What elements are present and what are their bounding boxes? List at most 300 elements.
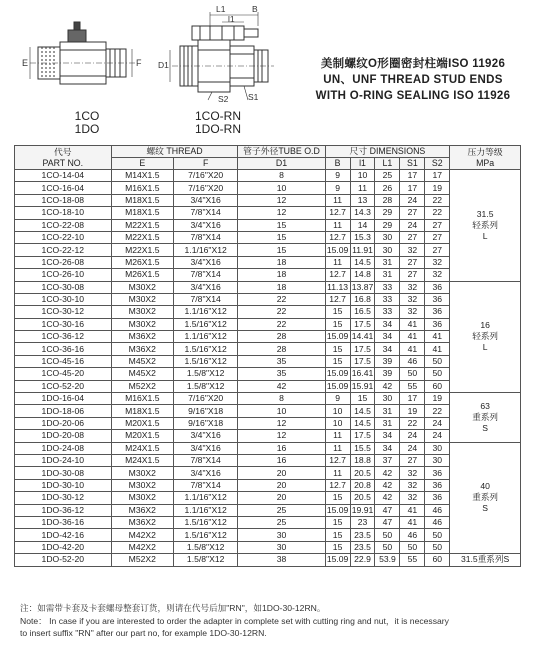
- pressure-line: 63: [480, 400, 490, 411]
- cell-dim-l1: 42: [375, 380, 400, 392]
- cell-tube-od-d1: 38: [238, 554, 325, 566]
- cell-dim-s2: 19: [425, 182, 450, 194]
- cell-dim-s2: 32: [425, 269, 450, 281]
- cell-part-no: 1CO-30-16: [15, 318, 112, 330]
- cell-dim-l1: 31: [375, 405, 400, 417]
- pressure-line: 31.5: [476, 208, 494, 219]
- cell-tube-od-d1: 20: [238, 479, 325, 491]
- cell-dim-s1: 41: [400, 331, 425, 343]
- cell-dim-l1-small: 17.5: [350, 318, 375, 330]
- stud-end-rn-drawing: [170, 12, 274, 100]
- cell-dim-b: 11.13: [325, 281, 350, 293]
- pressure-line: 31.5重系列S: [460, 554, 510, 565]
- cell-thread-f: 3/4"X16: [173, 430, 237, 442]
- pressure-line: L: [482, 342, 488, 353]
- dim-e-label: E: [22, 58, 29, 68]
- cell-dim-s2: 30: [425, 454, 450, 466]
- table-row: [15, 293, 521, 305]
- cell-dim-l1-small: 22.9: [350, 554, 375, 566]
- table-row: [15, 504, 521, 516]
- cell-thread-e: M30X2: [111, 492, 173, 504]
- cell-tube-od-d1: 35: [238, 368, 325, 380]
- header-dimensions: 尺寸 DIMENSIONS: [325, 146, 450, 158]
- cell-thread-e: M22X1.5: [111, 244, 173, 256]
- cell-dim-s2: 50: [425, 541, 450, 553]
- cell-dim-l1-small: 14: [350, 219, 375, 231]
- pressure-line: 轻系列: [472, 331, 499, 342]
- cell-dim-l1-small: 17.5: [350, 343, 375, 355]
- drawing2-models: [186, 110, 250, 136]
- dim-s1-label: S1: [248, 92, 259, 102]
- cell-thread-f: 3/4"X16: [173, 467, 237, 479]
- pressure-line: S: [482, 503, 488, 514]
- cell-tube-od-d1: 20: [238, 492, 325, 504]
- cell-pressure-class: [450, 281, 521, 393]
- cell-dim-s1: 32: [400, 306, 425, 318]
- cell-dim-b: 15.09: [326, 331, 349, 342]
- cell-dim-l1: 30: [375, 244, 400, 256]
- cell-dim-b: 12.7: [325, 479, 350, 491]
- cell-dim-l1: 31: [375, 269, 400, 281]
- table-row: [15, 269, 521, 281]
- header-thread: 螺纹 THREAD: [111, 146, 238, 158]
- cell-thread-e: M26X1.5: [111, 256, 173, 268]
- dim-b-label: B: [252, 4, 258, 14]
- cell-pressure-class: [450, 170, 521, 282]
- cell-part-no: 1DO-42-20: [15, 541, 112, 553]
- cell-dim-l1: 30: [375, 231, 400, 243]
- cell-part-no: 1DO-20-06: [15, 417, 112, 429]
- cell-dim-s2: 41: [425, 331, 450, 343]
- cell-dim-l1-small: 20.8: [350, 479, 375, 491]
- cell-dim-b: 15.09: [326, 244, 349, 255]
- table-row: [15, 529, 521, 541]
- cell-part-no: 1DO-36-16: [15, 516, 112, 528]
- cell-part-no: 1DO-16-04: [15, 393, 112, 405]
- header-part-no: 代号 PART NO.: [15, 146, 112, 170]
- cell-dim-l1-small: 23.5: [350, 529, 375, 541]
- table-row: [15, 343, 521, 355]
- dim-l1-label: L1: [216, 4, 226, 14]
- cell-dim-s1: 41: [400, 516, 425, 528]
- cell-part-no: 1DO-20-08: [15, 430, 112, 442]
- cell-part-no: 1CO-26-08: [15, 256, 112, 268]
- cell-dim-s2: 24: [425, 417, 450, 429]
- cell-part-no: 1DO-42-16: [15, 529, 112, 541]
- cell-dim-l1: 34: [375, 430, 400, 442]
- cell-dim-s2: 19: [425, 393, 450, 405]
- header-pressure: 压力等级 MPa: [450, 146, 521, 170]
- cell-dim-s2: 36: [425, 492, 450, 504]
- cell-thread-f: 1.5/16"X12: [173, 355, 237, 367]
- cell-tube-od-d1: 10: [238, 405, 325, 417]
- cell-dim-l1-small: 17.5: [350, 355, 375, 367]
- cell-dim-s2: 36: [425, 306, 450, 318]
- cell-thread-f: 1.5/16"X12: [173, 343, 237, 355]
- cell-dim-s1: 55: [400, 554, 425, 566]
- cell-thread-f: 1.5/16"X12: [173, 516, 237, 528]
- drawing1-models: [62, 110, 112, 136]
- cell-dim-b: 10: [325, 417, 350, 429]
- table-row: [15, 417, 521, 429]
- cell-dim-s2: 36: [425, 467, 450, 479]
- dim-s2-label: S2: [218, 94, 229, 104]
- cell-dim-l1: 34: [375, 442, 400, 454]
- cell-thread-f: 1.5/8"X12: [173, 554, 237, 566]
- cell-dim-s1: 24: [400, 430, 425, 442]
- cell-dim-s2: 22: [425, 194, 450, 206]
- cell-part-no: 1DO-30-10: [15, 479, 112, 491]
- cell-thread-f: 9/16"X18: [173, 405, 237, 417]
- page-title: [300, 56, 526, 104]
- pressure-line: 重系列: [472, 492, 499, 503]
- table-row: [15, 368, 521, 380]
- cell-dim-s1: 27: [400, 454, 425, 466]
- cell-dim-b: 15: [325, 343, 350, 355]
- cell-thread-f: 1.1/16"X12: [173, 331, 237, 343]
- cell-dim-b: 15: [325, 541, 350, 553]
- cell-dim-l1: 39: [375, 355, 400, 367]
- cell-tube-od-d1: 18: [238, 281, 325, 293]
- table-row: [15, 454, 521, 466]
- pressure-line: L: [482, 230, 488, 241]
- cell-dim-s2: 50: [425, 355, 450, 367]
- cell-dim-l1-small: 14.3: [350, 207, 375, 219]
- cell-dim-s1: 17: [400, 393, 425, 405]
- dim-d1-label: D1: [158, 60, 169, 70]
- dim-i1-label: l1: [228, 14, 235, 24]
- title-line-en-1: UN、UNF THREAD STUD ENDS: [323, 74, 503, 86]
- cell-thread-e: M30X2: [111, 281, 173, 293]
- table-row: [15, 244, 521, 256]
- cell-dim-b: 10: [325, 405, 350, 417]
- cell-part-no: 1DO-30-08: [15, 467, 112, 479]
- table-group-heavy-63: [15, 393, 521, 443]
- cell-thread-f: 7/8"X14: [173, 293, 237, 305]
- pressure-line: S: [482, 422, 488, 433]
- dim-f-label: F: [136, 58, 142, 68]
- cell-dim-l1: 50: [375, 529, 400, 541]
- cell-part-no: 1CO-18-08: [15, 194, 112, 206]
- table-row: [15, 541, 521, 553]
- cell-dim-s2: 30: [425, 442, 450, 454]
- cell-thread-f: 1.1/16"X12: [173, 492, 237, 504]
- cell-thread-e: M30X2: [111, 306, 173, 318]
- cell-thread-f: 7/8"X14: [173, 231, 237, 243]
- cell-part-no: 1CO-16-04: [15, 182, 112, 194]
- cell-thread-f: 1.5/16"X12: [173, 529, 237, 541]
- cell-dim-l1-small: 15.3: [350, 231, 375, 243]
- cell-dim-l1-small: 15: [350, 393, 375, 405]
- header-col-e: E: [111, 158, 173, 170]
- cell-dim-l1: 39: [375, 368, 400, 380]
- cell-dim-l1-small: 17.5: [350, 430, 375, 442]
- cell-dim-b: 9: [325, 393, 350, 405]
- cell-dim-s1: 32: [400, 281, 425, 293]
- table-group-light-31-5: [15, 170, 521, 282]
- cell-dim-b: 9: [325, 182, 350, 194]
- cell-dim-b: 15.09: [326, 504, 349, 515]
- table-row: [15, 492, 521, 504]
- table-row: [15, 318, 521, 330]
- cell-dim-l1: 33: [375, 306, 400, 318]
- table-row: [15, 467, 521, 479]
- cell-dim-l1-small: 16.5: [350, 306, 375, 318]
- cell-part-no: 1CO-52-20: [15, 380, 112, 392]
- cell-dim-b: 11: [325, 194, 350, 206]
- cell-thread-f: 7/8"X14: [173, 479, 237, 491]
- cell-dim-l1-small: 23.5: [350, 541, 375, 553]
- pressure-line: 轻系列: [472, 219, 499, 230]
- cell-part-no: 1DO-18-06: [15, 405, 112, 417]
- cell-dim-s1: 41: [400, 343, 425, 355]
- cell-dim-s1: 24: [400, 219, 425, 231]
- model-1do: 1DO: [74, 122, 100, 136]
- cell-dim-b: 15: [325, 529, 350, 541]
- cell-dim-s1: 32: [400, 467, 425, 479]
- cell-dim-l1-small: 14.8: [350, 269, 375, 281]
- cell-dim-l1: 34: [375, 318, 400, 330]
- cell-dim-l1-small: 14.5: [350, 405, 375, 417]
- cell-dim-b: 11: [325, 442, 350, 454]
- cell-dim-b: 11: [325, 256, 350, 268]
- cell-thread-e: M36X2: [111, 516, 173, 528]
- cell-dim-s2: 27: [425, 219, 450, 231]
- table-row: [15, 306, 521, 318]
- cell-dim-b: 15.09: [326, 554, 349, 565]
- pressure-line: 重系列: [472, 411, 499, 422]
- cell-thread-e: M42X2: [111, 541, 173, 553]
- cell-dim-l1-small: 14.5: [350, 417, 375, 429]
- cell-thread-e: M42X2: [111, 529, 173, 541]
- cell-dim-l1: 29: [375, 207, 400, 219]
- cell-dim-s1: 24: [400, 194, 425, 206]
- cell-dim-l1: 53.9: [375, 554, 400, 566]
- cell-tube-od-d1: 8: [238, 170, 325, 182]
- cell-dim-l1-small: 13: [350, 194, 375, 206]
- cell-thread-e: M18X1.5: [111, 194, 173, 206]
- cell-tube-od-d1: 10: [238, 182, 325, 194]
- cell-dim-s1: 27: [400, 256, 425, 268]
- cell-dim-s2: 22: [425, 405, 450, 417]
- table-row: [15, 231, 521, 243]
- cell-thread-f: 7/16"X20: [173, 393, 237, 405]
- cell-part-no: 1CO-30-08: [15, 281, 112, 293]
- cell-dim-l1-small: 19.91: [351, 504, 374, 515]
- cell-part-no: 1DO-24-10: [15, 454, 112, 466]
- cell-dim-l1: 33: [375, 281, 400, 293]
- cell-thread-e: M36X2: [111, 504, 173, 516]
- cell-dim-b: 15: [325, 492, 350, 504]
- table-row: [15, 170, 521, 182]
- cell-dim-l1-small: 13.87: [351, 281, 374, 292]
- table-row: [15, 405, 521, 417]
- note-en-2: to insert suffix "RN" after our part no, for example 1DO-30-12RN.: [20, 628, 267, 638]
- cell-dim-l1: 47: [375, 504, 400, 516]
- cell-dim-l1-small: 11: [350, 182, 375, 194]
- cell-part-no: 1CO-18-10: [15, 207, 112, 219]
- cell-dim-l1-small: 16.41: [351, 368, 374, 379]
- header-col-f: F: [173, 158, 237, 170]
- table-row: [15, 207, 521, 219]
- cell-dim-s2: 36: [425, 479, 450, 491]
- cell-thread-e: M30X2: [111, 318, 173, 330]
- stud-end-drawing: [30, 22, 135, 84]
- cell-dim-b: 15.09: [326, 368, 349, 379]
- cell-dim-l1: 42: [375, 492, 400, 504]
- cell-dim-s2: 27: [425, 231, 450, 243]
- cell-tube-od-d1: 30: [238, 529, 325, 541]
- cell-part-no: 1CO-36-16: [15, 343, 112, 355]
- table-row: [15, 194, 521, 206]
- cell-part-no: 1CO-36-12: [15, 331, 112, 343]
- table-group-heavy-40: [15, 442, 521, 554]
- header-tube-od: 管子外径TUBE O.D: [238, 146, 325, 158]
- cell-part-no: 1CO-30-12: [15, 306, 112, 318]
- cell-thread-e: M52X2: [111, 554, 173, 566]
- cell-dim-l1-small: 20.5: [350, 492, 375, 504]
- table-row: [15, 393, 521, 405]
- cell-thread-f: 3/4"X16: [173, 194, 237, 206]
- model-1do-rn: 1DO-RN: [194, 122, 241, 136]
- cell-thread-f: 7/8"X14: [173, 269, 237, 281]
- cell-tube-od-d1: 12: [238, 194, 325, 206]
- cell-dim-s1: 27: [400, 207, 425, 219]
- cell-dim-s1: 27: [400, 231, 425, 243]
- cell-pressure-class: [450, 442, 521, 554]
- cell-tube-od-d1: 22: [238, 318, 325, 330]
- cell-dim-l1-small: 14.5: [350, 256, 375, 268]
- cell-dim-s1: 41: [400, 318, 425, 330]
- header-col-b: B: [325, 158, 350, 170]
- cell-part-no: 1CO-22-08: [15, 219, 112, 231]
- table-group-light-16: [15, 281, 521, 393]
- cell-dim-s2: 60: [425, 380, 450, 392]
- cell-thread-f: 1.5/8"X12: [173, 368, 237, 380]
- cell-thread-e: M22X1.5: [111, 219, 173, 231]
- cell-thread-e: M30X2: [111, 293, 173, 305]
- cell-dim-l1-small: 23: [350, 516, 375, 528]
- cell-dim-l1: 37: [375, 454, 400, 466]
- table-row: [15, 281, 521, 293]
- cell-part-no: 1DO-36-12: [15, 504, 112, 516]
- cell-part-no: 1CO-22-10: [15, 231, 112, 243]
- cell-thread-e: M36X2: [111, 343, 173, 355]
- cell-thread-e: M18X1.5: [111, 405, 173, 417]
- cell-dim-b: 11: [325, 219, 350, 231]
- cell-tube-od-d1: 12: [238, 417, 325, 429]
- cell-tube-od-d1: 25: [238, 504, 325, 516]
- cell-thread-e: M45X2: [111, 355, 173, 367]
- cell-thread-f: 7/8"X14: [173, 207, 237, 219]
- cell-dim-s2: 50: [425, 529, 450, 541]
- cell-dim-l1-small: 18.8: [350, 454, 375, 466]
- cell-part-no: 1CO-26-10: [15, 269, 112, 281]
- model-1co: 1CO: [74, 109, 100, 123]
- cell-thread-f: 1.5/8"X12: [173, 541, 237, 553]
- cell-dim-s1: 17: [400, 182, 425, 194]
- cell-thread-e: M16X1.5: [111, 182, 173, 194]
- cell-dim-s1: 41: [400, 504, 425, 516]
- cell-thread-f: 1.5/16"X12: [173, 318, 237, 330]
- cell-tube-od-d1: 16: [238, 442, 325, 454]
- cell-dim-b: 15.09: [326, 380, 349, 391]
- cell-dim-l1: 31: [375, 417, 400, 429]
- cell-dim-b: 12.7: [325, 293, 350, 305]
- header-col-l1: L1: [375, 158, 400, 170]
- cell-thread-e: M24X1.5: [111, 442, 173, 454]
- cell-dim-s1: 17: [400, 170, 425, 182]
- cell-part-no: 1DO-52-20: [15, 554, 112, 566]
- table-row: [15, 554, 521, 566]
- pressure-line: 16: [480, 320, 490, 331]
- cell-dim-l1: 25: [375, 170, 400, 182]
- cell-dim-s2: 46: [425, 504, 450, 516]
- cell-dim-l1-small: 11.91: [350, 244, 375, 256]
- cell-part-no: 1CO-14-04: [15, 170, 112, 182]
- cell-part-no: 1DO-30-12: [15, 492, 112, 504]
- cell-thread-e: M16X1.5: [111, 393, 173, 405]
- cell-dim-l1-small: 10: [350, 170, 375, 182]
- cell-dim-l1: 31: [375, 256, 400, 268]
- cell-dim-s2: 36: [425, 293, 450, 305]
- cell-thread-f: 1.1/16"X12: [173, 306, 237, 318]
- cell-dim-s2: 24: [425, 430, 450, 442]
- cell-dim-l1: 26: [375, 182, 400, 194]
- cell-thread-e: M26X1.5: [111, 269, 173, 281]
- cell-pressure-class: [450, 554, 521, 566]
- cell-dim-s2: 46: [425, 516, 450, 528]
- cell-dim-l1: 29: [375, 219, 400, 231]
- cell-dim-l1: 42: [375, 479, 400, 491]
- cell-thread-f: 3/4"X16: [173, 256, 237, 268]
- table-row: [15, 256, 521, 268]
- cell-thread-f: 3/4"X16: [173, 219, 237, 231]
- cell-thread-f: 7/16"X20: [173, 182, 237, 194]
- cell-tube-od-d1: 8: [238, 393, 325, 405]
- cell-tube-od-d1: 12: [238, 207, 325, 219]
- cell-dim-s1: 19: [400, 405, 425, 417]
- cell-thread-e: M20X1.5: [111, 430, 173, 442]
- spec-table: [14, 145, 521, 567]
- cell-dim-s2: 41: [425, 343, 450, 355]
- title-line-cn: 美制螺纹O形圈密封柱端ISO 11926: [320, 58, 506, 70]
- table-row: [15, 430, 521, 442]
- cell-dim-b: 11: [325, 467, 350, 479]
- cell-dim-l1: 42: [375, 467, 400, 479]
- table-row: [15, 479, 521, 491]
- cell-tube-od-d1: 18: [238, 256, 325, 268]
- cell-dim-l1: 28: [375, 194, 400, 206]
- cell-dim-s2: 50: [425, 368, 450, 380]
- cell-thread-e: M45X2: [111, 368, 173, 380]
- cell-dim-b: 9: [325, 170, 350, 182]
- table-group-heavy-31-5: [15, 554, 521, 566]
- cell-tube-od-d1: 15: [238, 219, 325, 231]
- note-en-1: Note： In case if you are interested to order the adapter in complete set with cutting ring and nut，it is necessary: [20, 615, 449, 626]
- cell-dim-s1: 22: [400, 417, 425, 429]
- cell-dim-b: 12.7: [325, 454, 350, 466]
- cell-dim-b: 15: [325, 355, 350, 367]
- cell-dim-b: 15: [325, 318, 350, 330]
- cell-thread-e: M30X2: [111, 467, 173, 479]
- model-1co-rn: 1CO-RN: [194, 109, 241, 123]
- cell-dim-l1-small: 15.91: [351, 380, 374, 391]
- cell-dim-l1-small: 14.41: [351, 331, 374, 342]
- cell-dim-s1: 50: [400, 541, 425, 553]
- table-row: [15, 355, 521, 367]
- cell-dim-s1: 32: [400, 479, 425, 491]
